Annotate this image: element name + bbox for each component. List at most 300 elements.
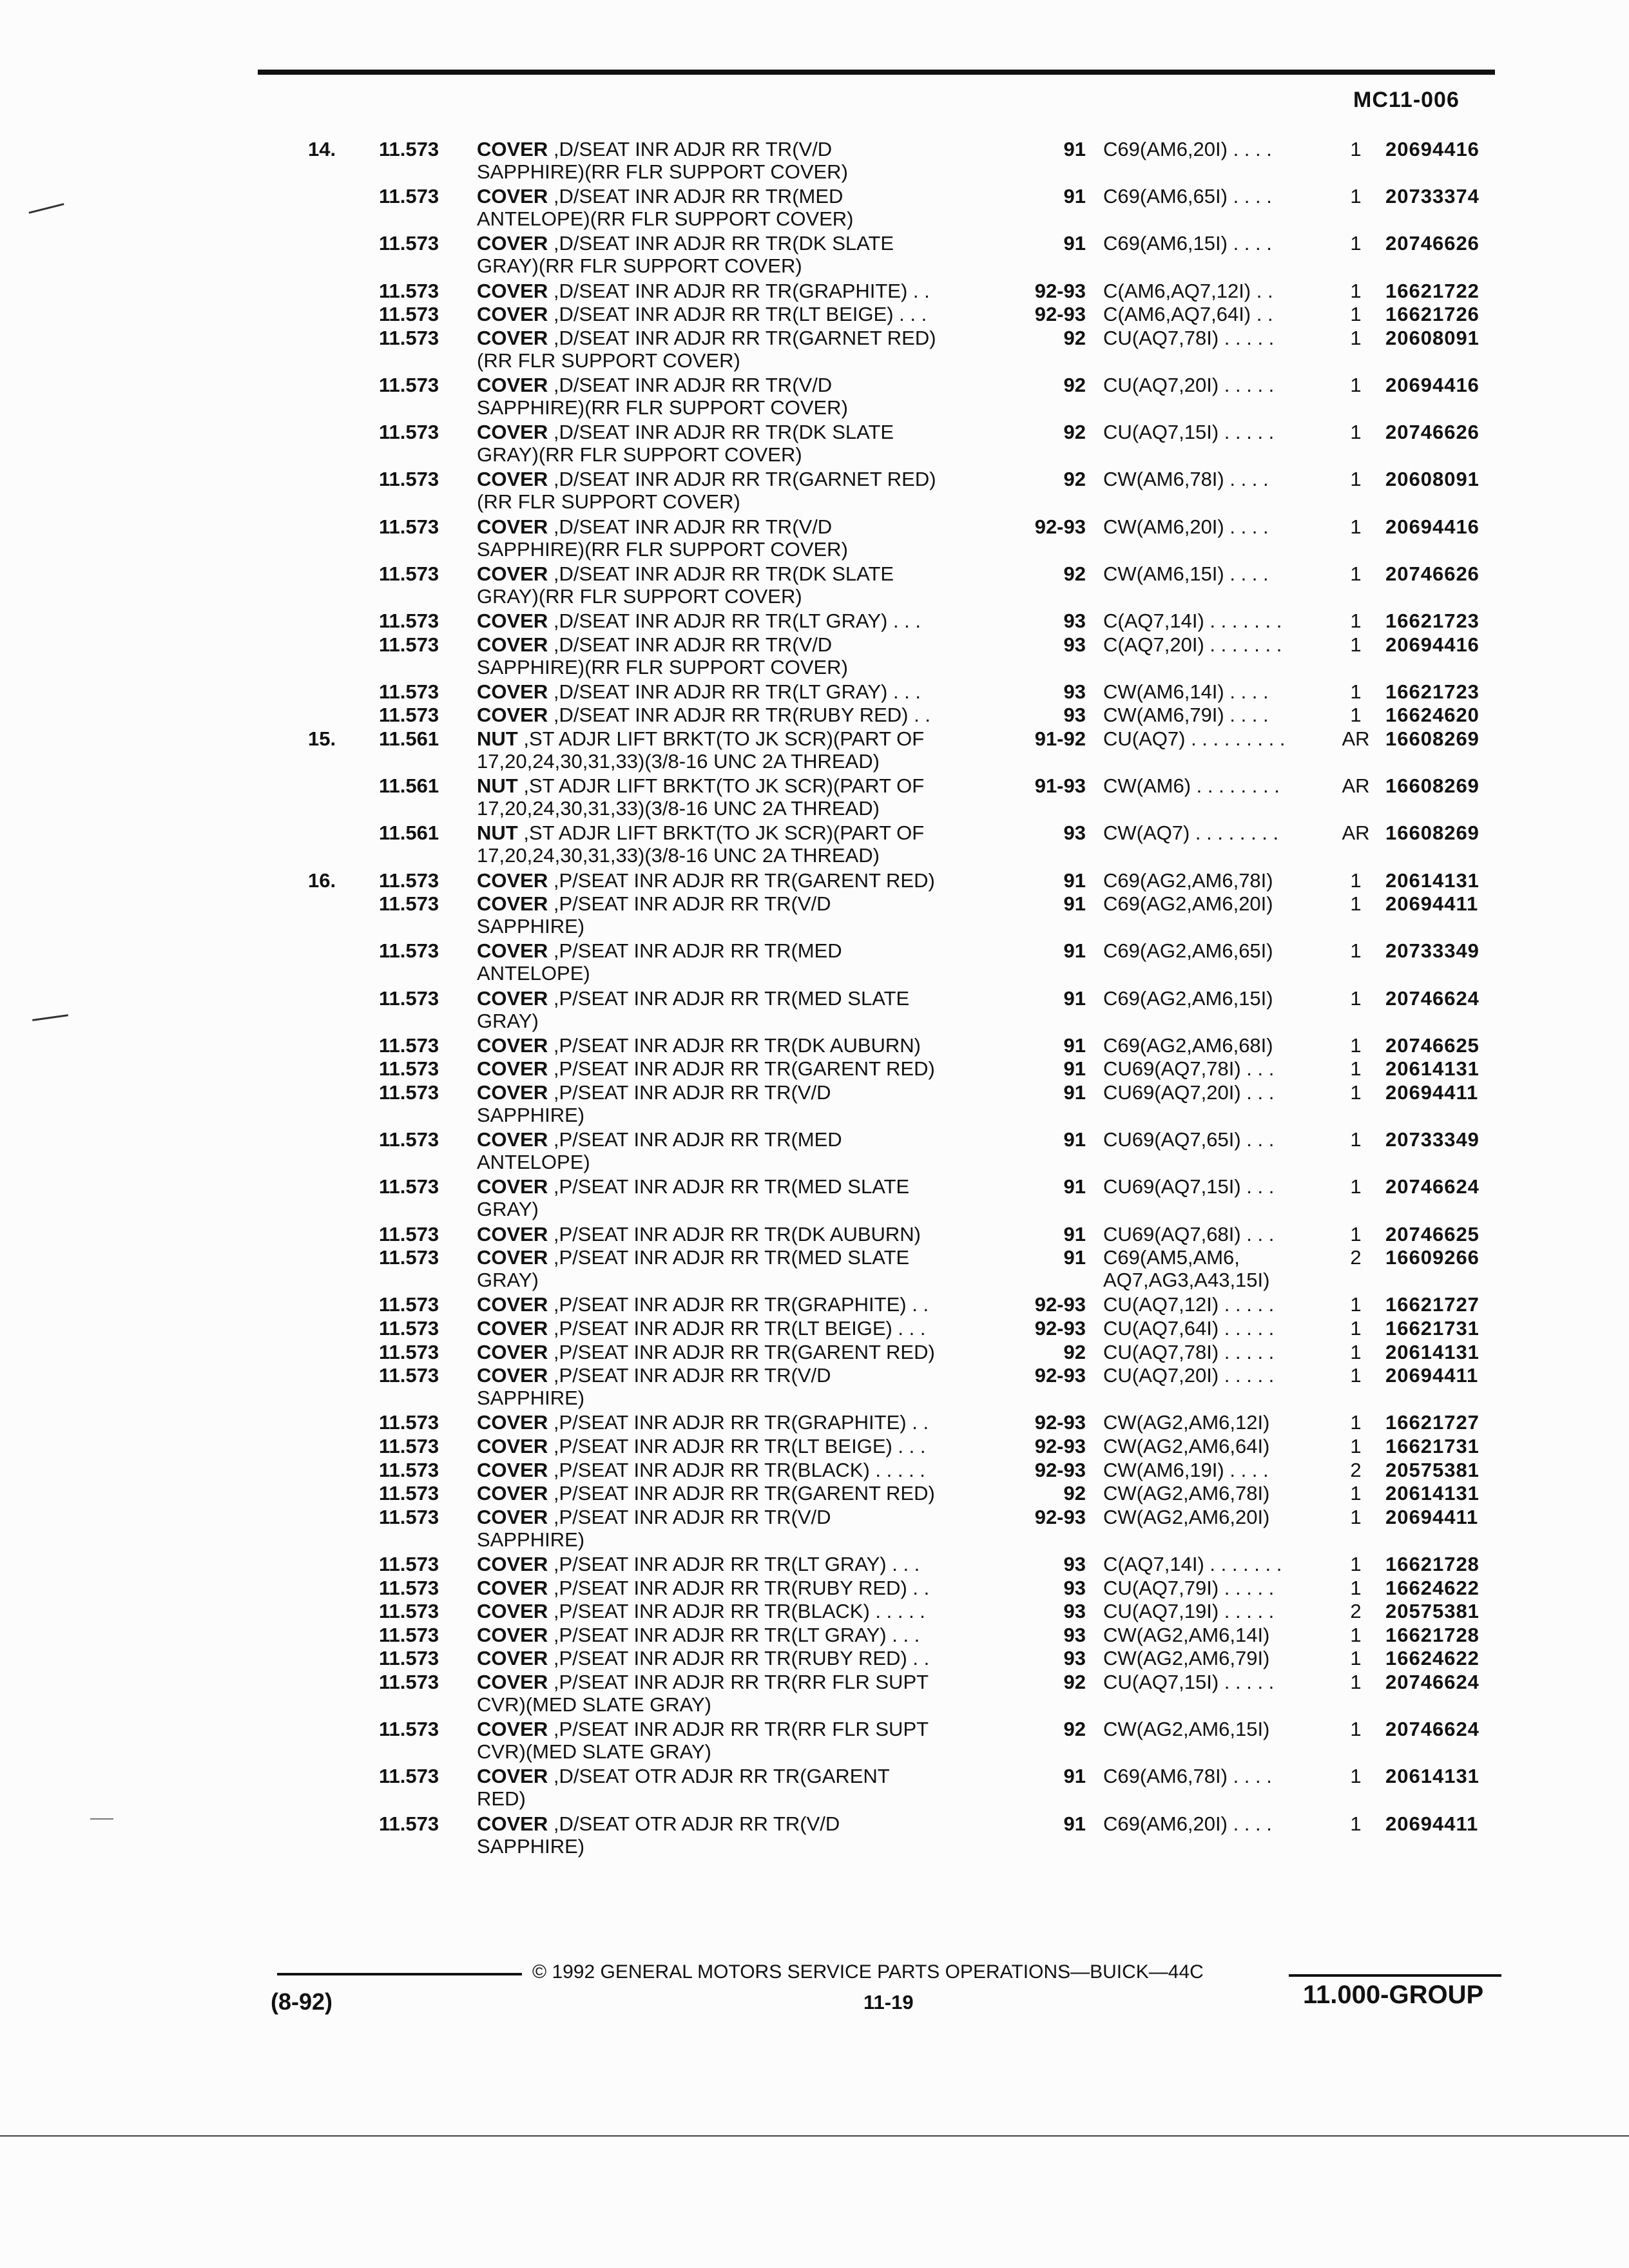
part-number: 20694411 [1385,1505,1479,1528]
part-description: COVER ,D/SEAT INR ADJR RR TR(MED ANTELOPE)(RR FLR SUPPORT COVER) [477,185,854,231]
parts-row [0,421,1629,466]
group-number: 11.573 [379,1553,439,1575]
model-year: 92-93 [1034,279,1086,302]
quantity: 1 [1350,1293,1362,1316]
model-year: 91 [1063,1812,1086,1835]
parts-row [0,1128,1629,1173]
part-number: 20746624 [1385,1718,1480,1741]
part-description: COVER ,P/SEAT INR ADJR RR TR(MED SLATE GRAY) [477,1175,910,1221]
model-year: 92-93 [1034,1293,1086,1316]
group-number: 11.573 [379,1647,439,1670]
quantity: 1 [1350,1765,1362,1788]
model-year: 92-93 [1034,303,1086,326]
model-code: C69(AG2,AM6,15I) [1103,986,1273,1010]
quantity: 1 [1350,939,1362,963]
model-year: 93 [1063,1600,1086,1623]
parts-row [0,1671,1629,1716]
group-number: 11.573 [379,421,439,444]
part-number: 16621727 [1385,1293,1480,1316]
parts-row [0,138,1629,183]
part-number: 16621731 [1385,1435,1480,1457]
quantity: 1 [1350,279,1362,302]
quantity: 1 [1350,610,1362,632]
parts-row [0,327,1629,372]
group-number: 11.573 [379,1482,439,1505]
quantity: 1 [1350,562,1362,585]
part-number: 16608269 [1385,774,1480,798]
group-number: 11.573 [379,1222,439,1245]
model-code: CW(AG2,AM6,78I) [1103,1482,1270,1505]
group-number: 11.573 [379,326,439,349]
part-number: 20694416 [1385,138,1480,160]
quantity: 1 [1350,1505,1362,1528]
parts-row [0,1175,1629,1220]
quantity: 1 [1350,1647,1362,1670]
model-code: CU(AQ7,15I) . . . . . [1103,421,1275,444]
group-number: 11.573 [379,1671,439,1693]
parts-row [0,232,1629,277]
group-number: 11.561 [379,822,439,845]
part-number: 16624620 [1385,704,1480,727]
model-year: 92-93 [1034,1411,1086,1434]
part-number: 20608091 [1385,468,1480,491]
quantity: 1 [1350,326,1362,349]
quantity: 1 [1350,138,1362,160]
part-number: 20694416 [1385,633,1480,656]
part-description: COVER ,P/SEAT INR ADJR RR TR(BLACK) . . . . . [477,1458,925,1481]
part-number: 20733349 [1385,939,1480,963]
model-code: CW(AG2,AM6,14I) [1103,1623,1270,1646]
quantity: 1 [1350,869,1362,892]
group-number: 11.561 [379,727,439,750]
part-description: COVER ,P/SEAT INR ADJR RR TR(MED SLATE GRAY) [477,986,910,1032]
part-description: COVER ,P/SEAT INR ADJR RR TR(BLACK) . . . . . [477,1600,925,1623]
model-code: C(AM6,AQ7,12I) . . [1103,279,1273,302]
part-number: 16621723 [1385,680,1480,703]
group-number: 11.573 [379,232,439,255]
part-description: COVER ,P/SEAT INR ADJR RR TR(LT BEIGE) . . . [477,1435,926,1457]
part-description: COVER ,D/SEAT INR ADJR RR TR(RUBY RED) . . [477,704,930,727]
part-description: COVER ,P/SEAT INR ADJR RR TR(GARENT RED) [477,869,935,892]
quantity: 1 [1350,1553,1362,1575]
parts-row [0,374,1629,419]
model-code: CU69(AQ7,78I) . . . [1103,1057,1275,1081]
part-description: COVER ,P/SEAT INR ADJR RR TR(DK AUBURN) [477,1033,921,1057]
parts-row [0,1364,1629,1409]
model-year: 92 [1063,1718,1086,1741]
part-number: 20733374 [1385,185,1480,208]
quantity: 1 [1350,303,1362,326]
quantity: 1 [1350,1576,1362,1599]
quantity: 1 [1350,185,1362,208]
group-number: 11.573 [379,138,439,160]
parts-row [0,727,1629,773]
model-year: 92-93 [1034,515,1086,538]
model-code: CU(AQ7,20I) . . . . . [1103,1364,1275,1387]
model-code: C(AQ7,14I) . . . . . . . [1103,610,1282,632]
quantity: 2 [1350,1600,1362,1623]
quantity: 1 [1350,1364,1362,1387]
part-description: COVER ,D/SEAT OTR ADJR RR TR(V/D SAPPHIRE) [477,1812,840,1858]
quantity: AR [1342,822,1370,845]
quantity: 2 [1350,1458,1362,1481]
quantity: 1 [1350,1033,1362,1057]
part-description: COVER ,P/SEAT INR ADJR RR TR(GARENT RED) [477,1482,935,1505]
group-number: 11.573 [379,939,439,963]
part-number: 20694411 [1385,1812,1479,1835]
group-number: 11.573 [379,303,439,326]
model-code: CU(AQ7,20I) . . . . . [1103,374,1275,396]
group-number: 11.573 [379,185,439,208]
parts-row [0,1765,1629,1810]
model-code: CW(AM6,79I) . . . . [1103,704,1269,727]
model-code: CW(AG2,AM6,64I) [1103,1435,1270,1457]
part-description: COVER ,D/SEAT INR ADJR RR TR(GRAPHITE) . . [477,279,930,302]
part-number: 20614131 [1385,869,1480,892]
parts-row [0,939,1629,985]
quantity: 1 [1350,374,1362,396]
parts-row [0,1506,1629,1551]
model-code: C69(AM6,15I) . . . . [1103,232,1272,255]
part-description: COVER ,P/SEAT INR ADJR RR TR(MED ANTELOPE) [477,1128,842,1174]
part-description: COVER ,P/SEAT INR ADJR RR TR(RR FLR SUPT CVR)(MED SLATE GRAY) [477,1718,929,1763]
footer-copyright: © 1992 GENERAL MOTORS SERVICE PARTS OPERATIONS—BUICK—44C [532,1961,1204,1983]
quantity: 1 [1350,1623,1362,1646]
model-year: 93 [1063,633,1086,656]
footer-rule-left [277,1973,522,1975]
model-code: CW(AM6,20I) . . . . [1103,515,1269,538]
group-number: 11.573 [379,279,439,302]
quantity: 1 [1350,1482,1362,1505]
group-number: 11.573 [379,1128,439,1151]
group-number: 11.573 [379,704,439,727]
model-year: 91 [1063,185,1086,208]
part-number: 20614131 [1385,1340,1480,1363]
quantity: 1 [1350,1057,1362,1081]
bottom-rule [0,2135,1629,2137]
parts-row [0,1812,1629,1858]
model-code: C69(AG2,AM6,78I) [1103,869,1273,892]
part-number: 20575381 [1385,1458,1480,1481]
model-year: 92-93 [1034,1435,1086,1457]
group-number: 11.573 [379,515,439,538]
model-code: C69(AG2,AM6,20I) [1103,892,1273,916]
model-code: CW(AG2,AM6,15I) [1103,1718,1270,1741]
group-number: 11.573 [379,562,439,585]
model-year: 91 [1063,138,1086,160]
part-description: COVER ,P/SEAT INR ADJR RR TR(GRAPHITE) . . [477,1411,929,1434]
model-year: 92 [1063,1482,1086,1505]
part-number: 16624622 [1385,1647,1480,1670]
model-code: CU(AQ7,64I) . . . . . [1103,1317,1275,1340]
quantity: 1 [1350,515,1362,538]
model-code: C(AQ7,20I) . . . . . . . [1103,633,1282,656]
model-code: CW(AM6,15I) . . . . [1103,562,1269,585]
document-code: MC11-006 [1353,88,1460,112]
model-code: C69(AM5,AM6, AQ7,AG3,A43,15I) [1103,1246,1270,1292]
part-description: COVER ,P/SEAT INR ADJR RR TR(LT GRAY) . . . [477,1623,920,1646]
model-year: 91 [1063,1765,1086,1788]
part-description: COVER ,P/SEAT INR ADJR RR TR(V/D SAPPHIRE) [477,892,831,938]
footer-date: (8-92) [271,1988,333,2015]
model-year: 92 [1063,374,1086,396]
quantity: 1 [1350,1671,1362,1693]
group-number: 11.573 [379,1246,439,1269]
quantity: 1 [1350,1222,1362,1245]
footer-rule-right [1289,1974,1501,1977]
part-description: COVER ,P/SEAT INR ADJR RR TR(V/D SAPPHIRE) [477,1505,831,1551]
model-year: 91 [1063,1057,1086,1081]
part-number: 16621723 [1385,610,1480,632]
quantity: 1 [1350,1128,1362,1151]
model-year: 92 [1063,421,1086,444]
group-number: 11.573 [379,1623,439,1646]
part-number: 20694411 [1385,1364,1479,1387]
model-year: 93 [1063,1576,1086,1599]
part-number: 20733349 [1385,1128,1480,1151]
model-code: CU69(AQ7,20I) . . . [1103,1081,1275,1104]
parts-row [0,633,1629,678]
parts-row [0,185,1629,230]
part-description: COVER ,D/SEAT INR ADJR RR TR(DK SLATE GRAY)(RR FLR SUPPORT COVER) [477,421,894,466]
model-code: C69(AM6,20I) . . . . [1103,1812,1272,1835]
model-code: C(AQ7,14I) . . . . . . . [1103,1553,1282,1575]
part-description: COVER ,D/SEAT INR ADJR RR TR(LT GRAY) . . . [477,610,921,632]
item-number: 14. [308,138,336,160]
model-year: 91 [1063,1033,1086,1057]
model-code: C69(AM6,65I) . . . . [1103,185,1272,208]
parts-row [0,1081,1629,1126]
part-description: COVER ,D/SEAT INR ADJR RR TR(V/D SAPPHIRE)(RR FLR SUPPORT COVER) [477,633,848,678]
group-number: 11.573 [379,1458,439,1481]
part-number: 20575381 [1385,1600,1480,1623]
group-number: 11.573 [379,1293,439,1316]
quantity: AR [1342,774,1370,798]
parts-row [0,515,1629,561]
part-number: 20746624 [1385,986,1480,1010]
group-number: 11.573 [379,1411,439,1434]
group-number: 11.573 [379,892,439,916]
part-description: COVER ,P/SEAT INR ADJR RR TR(LT BEIGE) . . . [477,1317,926,1340]
part-number: 20614131 [1385,1765,1480,1788]
model-year: 92 [1063,468,1086,491]
part-number: 16609266 [1385,1246,1480,1269]
model-year: 93 [1063,610,1086,632]
quantity: 1 [1350,468,1362,491]
group-number: 11.573 [379,1317,439,1340]
model-code: CU(AQ7,79I) . . . . . [1103,1576,1275,1599]
part-description: COVER ,P/SEAT INR ADJR RR TR(LT GRAY) . . . [477,1553,920,1575]
model-code: CW(AM6) . . . . . . . . [1103,774,1280,798]
model-year: 91 [1063,1222,1086,1245]
part-number: 20746625 [1385,1222,1480,1245]
group-number: 11.573 [379,468,439,491]
part-number: 16608269 [1385,727,1480,750]
parts-row [0,774,1629,820]
quantity: 1 [1350,680,1362,703]
group-number: 11.573 [379,986,439,1010]
part-number: 20694416 [1385,515,1480,538]
model-year: 92 [1063,562,1086,585]
quantity: 1 [1350,633,1362,656]
group-number: 11.573 [379,1765,439,1788]
model-year: 93 [1063,704,1086,727]
quantity: AR [1342,727,1370,750]
model-code: CU(AQ7,78I) . . . . . [1103,326,1275,349]
group-number: 11.561 [379,774,439,798]
group-number: 11.573 [379,374,439,396]
model-year: 92 [1063,326,1086,349]
model-year: 93 [1063,1623,1086,1646]
part-number: 16621728 [1385,1553,1480,1575]
part-description: NUT ,ST ADJR LIFT BRKT(TO JK SCR)(PART OF 17,20,24,30,31,33)(3/8-16 UNC 2A THREAD) [477,727,925,773]
quantity: 1 [1350,1175,1362,1198]
part-number: 20746626 [1385,421,1480,444]
quantity: 1 [1350,892,1362,916]
part-description: COVER ,P/SEAT INR ADJR RR TR(MED SLATE GRAY) [477,1246,910,1292]
quantity: 1 [1350,1411,1362,1434]
model-code: CU(AQ7,19I) . . . . . [1103,1600,1275,1623]
model-code: C69(AM6,20I) . . . . [1103,138,1272,160]
group-number: 11.573 [379,1175,439,1198]
model-code: CW(AG2,AM6,20I) [1103,1505,1270,1528]
quantity: 1 [1350,704,1362,727]
quantity: 1 [1350,1435,1362,1457]
parts-row [0,1718,1629,1763]
group-number: 11.573 [379,610,439,632]
part-number: 20746626 [1385,562,1480,585]
parts-row [0,1246,1629,1291]
part-description: COVER ,D/SEAT INR ADJR RR TR(LT BEIGE) . . . [477,303,927,326]
quantity: 1 [1350,986,1362,1010]
model-year: 91 [1063,1128,1086,1151]
model-code: CU69(AQ7,15I) . . . [1103,1175,1275,1198]
part-number: 16621727 [1385,1411,1480,1434]
quantity: 1 [1350,1812,1362,1835]
part-description: COVER ,P/SEAT INR ADJR RR TR(RUBY RED) . . [477,1576,930,1599]
model-year: 92-93 [1034,1458,1086,1481]
part-number: 20694411 [1385,892,1479,916]
model-code: CW(AG2,AM6,12I) [1103,1411,1270,1434]
part-number: 20746624 [1385,1671,1480,1693]
group-number: 11.573 [379,1364,439,1387]
group-number: 11.573 [379,1718,439,1741]
quantity: 1 [1350,1317,1362,1340]
model-code: CW(AM6,14I) . . . . [1103,680,1269,703]
quantity: 1 [1350,1340,1362,1363]
parts-row [0,892,1629,937]
model-year: 91 [1063,1246,1086,1269]
model-year: 93 [1063,822,1086,845]
group-number: 11.573 [379,680,439,703]
model-year: 91-92 [1034,727,1086,750]
quantity: 1 [1350,232,1362,255]
quantity: 2 [1350,1246,1362,1269]
part-description: COVER ,P/SEAT INR ADJR RR TR(RR FLR SUPT CVR)(MED SLATE GRAY) [477,1671,929,1716]
model-code: C69(AM6,78I) . . . . [1103,1765,1272,1788]
parts-row [0,822,1629,867]
part-number: 16608269 [1385,822,1480,845]
model-year: 92-93 [1034,1505,1086,1528]
group-number: 11.573 [379,1340,439,1363]
part-description: COVER ,D/SEAT INR ADJR RR TR(V/D SAPPHIRE)(RR FLR SUPPORT COVER) [477,138,848,183]
group-number: 11.573 [379,1057,439,1081]
part-description: COVER ,D/SEAT INR ADJR RR TR(DK SLATE GRAY)(RR FLR SUPPORT COVER) [477,232,894,278]
model-code: CU(AQ7) . . . . . . . . . [1103,727,1286,750]
group-number: 11.573 [379,1576,439,1599]
model-year: 91 [1063,232,1086,255]
group-label: 11.000-GROUP [1303,1981,1484,2009]
parts-row [0,468,1629,513]
model-year: 91 [1063,1081,1086,1104]
part-number: 16621731 [1385,1317,1480,1340]
model-code: CW(AG2,AM6,79I) [1103,1647,1270,1670]
part-description: COVER ,D/SEAT INR ADJR RR TR(GARNET RED) (RR FLR SUPPORT COVER) [477,326,936,372]
part-description: NUT ,ST ADJR LIFT BRKT(TO JK SCR)(PART OF 17,20,24,30,31,33)(3/8-16 UNC 2A THREAD) [477,774,925,820]
part-description: COVER ,P/SEAT INR ADJR RR TR(GARENT RED) [477,1340,935,1363]
model-year: 92-93 [1034,1317,1086,1340]
model-year: 91 [1063,869,1086,892]
model-code: C69(AG2,AM6,68I) [1103,1033,1273,1057]
model-year: 91-93 [1034,774,1086,798]
group-number: 11.573 [379,1081,439,1104]
model-code: C(AM6,AQ7,64I) . . [1103,303,1273,326]
group-number: 11.573 [379,633,439,656]
group-number: 11.573 [379,1033,439,1057]
part-description: COVER ,D/SEAT INR ADJR RR TR(V/D SAPPHIRE)(RR FLR SUPPORT COVER) [477,515,848,561]
model-year: 92 [1063,1671,1086,1693]
part-description: COVER ,D/SEAT INR ADJR RR TR(LT GRAY) . . . [477,680,921,703]
quantity: 1 [1350,1718,1362,1741]
part-number: 20614131 [1385,1482,1480,1505]
item-number: 16. [308,869,336,892]
part-description: COVER ,D/SEAT INR ADJR RR TR(GARNET RED) (RR FLR SUPPORT COVER) [477,468,936,514]
page-number: 11-19 [863,1991,914,2013]
group-number: 11.573 [379,869,439,892]
part-description: COVER ,P/SEAT INR ADJR RR TR(V/D SAPPHIRE) [477,1081,831,1126]
model-code: C69(AG2,AM6,65I) [1103,939,1273,963]
part-description: COVER ,P/SEAT INR ADJR RR TR(MED ANTELOPE) [477,939,842,985]
group-number: 11.573 [379,1812,439,1835]
part-description: NUT ,ST ADJR LIFT BRKT(TO JK SCR)(PART OF 17,20,24,30,31,33)(3/8-16 UNC 2A THREAD) [477,822,925,867]
model-code: CU(AQ7,15I) . . . . . [1103,1671,1275,1693]
group-number: 11.573 [379,1505,439,1528]
part-number: 16621726 [1385,303,1480,326]
part-number: 20746626 [1385,232,1480,255]
model-code: CW(AM6,78I) . . . . [1103,468,1269,491]
part-number: 20694411 [1385,1081,1479,1104]
model-year: 91 [1063,1175,1086,1198]
group-number: 11.573 [379,1600,439,1623]
part-number: 16624622 [1385,1576,1480,1599]
part-number: 16621728 [1385,1623,1480,1646]
part-description: COVER ,P/SEAT INR ADJR RR TR(GARENT RED) [477,1057,935,1081]
part-description: COVER ,P/SEAT INR ADJR RR TR(DK AUBURN) [477,1222,921,1245]
parts-row [0,562,1629,608]
model-code: CU69(AQ7,65I) . . . [1103,1128,1275,1151]
group-number: 11.573 [379,1435,439,1457]
model-year: 91 [1063,892,1086,916]
part-description: COVER ,P/SEAT INR ADJR RR TR(V/D SAPPHIRE) [477,1364,831,1410]
part-number: 20746625 [1385,1033,1480,1057]
model-code: CW(AQ7) . . . . . . . . [1103,822,1279,845]
part-description: COVER ,P/SEAT INR ADJR RR TR(GRAPHITE) . . [477,1293,929,1316]
model-code: CU69(AQ7,68I) . . . [1103,1222,1275,1245]
model-code: CU(AQ7,12I) . . . . . [1103,1293,1275,1316]
model-code: CU(AQ7,78I) . . . . . [1103,1340,1275,1363]
part-description: COVER ,D/SEAT OTR ADJR RR TR(GARENT RED) [477,1765,890,1811]
model-year: 93 [1063,1647,1086,1670]
